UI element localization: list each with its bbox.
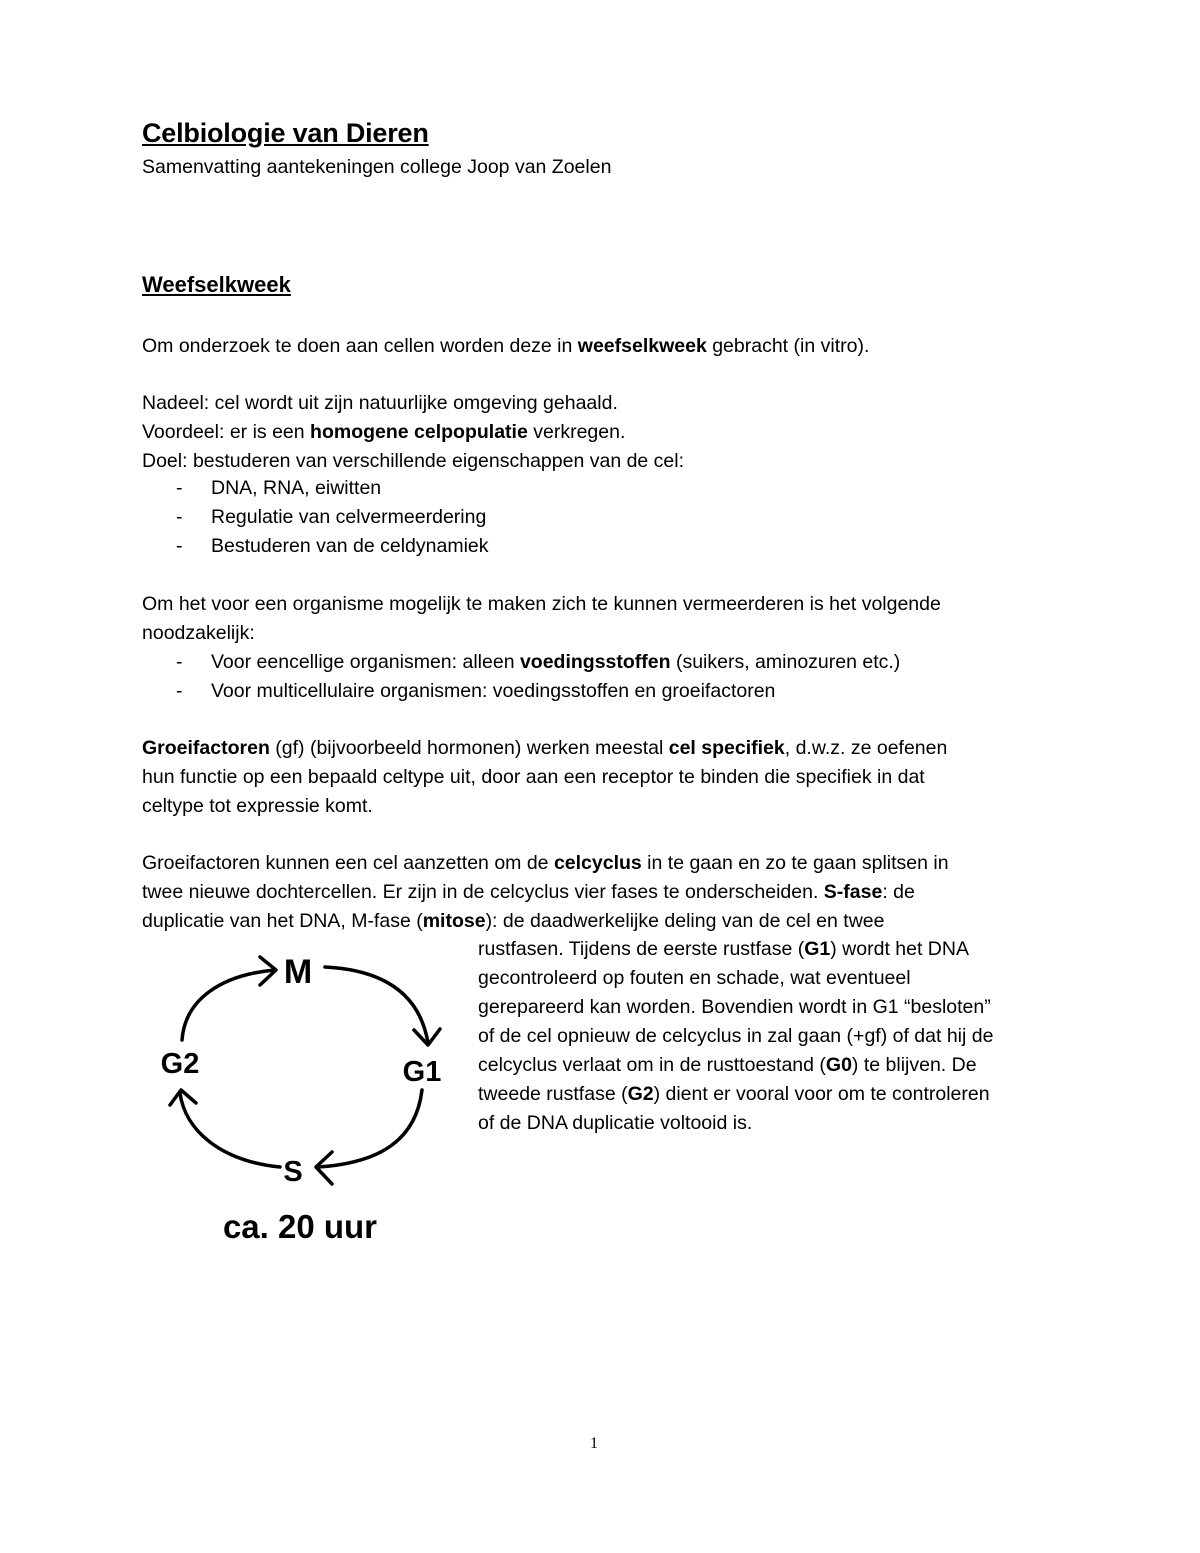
- list-item: - Bestuderen van de celdynamiek: [176, 535, 489, 557]
- list-item: - Voor eencellige organismen: alleen voedingsstoffen (suikers, aminozuren etc.): [176, 651, 901, 673]
- text-line: tweede rustfase (G2) dient er vooral voor om te controleren: [478, 1083, 990, 1105]
- text-line: of de DNA duplicatie voltooid is.: [478, 1112, 753, 1134]
- section-heading: Weefselkweek: [142, 272, 291, 297]
- list-item: - Voor multicellulaire organismen: voedingsstoffen en groeifactoren: [176, 680, 776, 702]
- rustfasen-paragraph: [478, 935, 1078, 1138]
- groeifactoren-paragraph: Groeifactoren (gf) (bijvoorbeeld hormonen) werken meestal cel specifiek, d.w.z. ze oefenen hun functie op een bepaald celtype uit, door aan een receptor te binden die specifiek in dat celtype tot expressie komt.: [142, 737, 948, 817]
- voordeel-line: Voordeel: er is een homogene celpopulatie verkregen.: [142, 421, 626, 443]
- document-subtitle: Samenvatting aantekeningen college Joop van Zoelen: [142, 156, 612, 178]
- phase-label-g2: G2: [160, 1048, 200, 1080]
- phase-label-s: S: [283, 1156, 303, 1188]
- arrow-g2-to-m: [182, 970, 275, 1040]
- page-number: 1: [590, 1435, 598, 1452]
- phase-label-m: M: [283, 953, 313, 991]
- arrow-m-to-g1: [325, 967, 428, 1043]
- arrow-g1-to-s: [318, 1090, 422, 1167]
- text-line: rustfasen. Tijdens de eerste rustfase (G1) wordt het DNA: [478, 938, 969, 960]
- text-line: celcyclus verlaat om in de rusttoestand (G0) te blijven. De: [478, 1054, 977, 1076]
- list-item: - DNA, RNA, eiwitten: [176, 477, 382, 499]
- list-item: - Regulatie van celvermeerdering: [176, 506, 487, 528]
- intro-paragraph: Om onderzoek te doen aan cellen worden deze in weefselkweek gebracht (in vitro).: [142, 335, 870, 357]
- diagram-caption: ca. 20 uur: [222, 1208, 378, 1245]
- document-title: Celbiologie van Dieren: [142, 118, 429, 148]
- text-line: of de cel opnieuw de celcyclus in zal gaan (+gf) of dat hij de: [478, 1025, 994, 1047]
- doel-line: Doel: bestuderen van verschillende eigenschappen van de cel:: [142, 450, 685, 472]
- phase-label-g1: G1: [402, 1056, 442, 1088]
- nadeel-line: Nadeel: cel wordt uit zijn natuurlijke omgeving gehaald.: [142, 392, 618, 414]
- text-line: gerepareerd kan worden. Bovendien wordt in G1 “besloten”: [478, 996, 991, 1018]
- cell-cycle-diagram: [150, 945, 460, 1250]
- celcyclus-paragraph: Groeifactoren kunnen een cel aanzetten om de celcyclus in te gaan en zo te gaan splitsen in twee nieuwe dochtercellen. Er zijn in de celcyclus vier fases te onderscheiden. S-fase: de duplicatie van het DNA, M-fase (mitose): de daadwerkelijke deling van de cel en twee: [142, 852, 949, 932]
- text-line: gecontroleerd op fouten en schade, wat eventueel: [478, 967, 911, 989]
- organisme-paragraph: Om het voor een organisme mogelijk te maken zich te kunnen vermeerderen is het volgende noodzakelijk:: [142, 593, 941, 644]
